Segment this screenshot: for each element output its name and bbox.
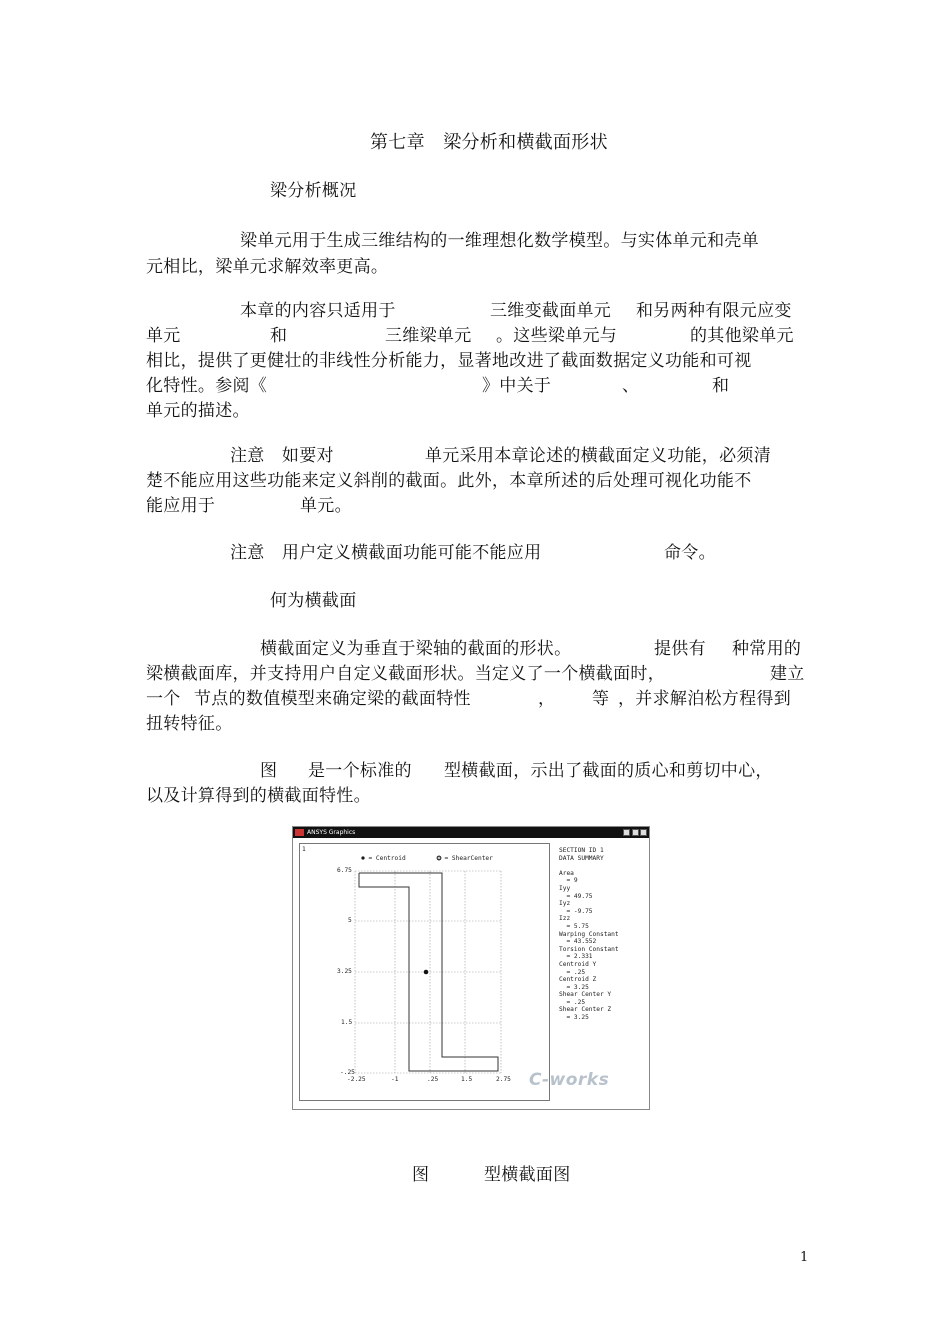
summary-line: SECTION ID 1 (559, 847, 604, 854)
paragraph-2-line-3: 相比，提供了更健壮的非线性分析能力，显著地改进了截面数据定义功能和可视 (146, 351, 752, 371)
summary-line: DATA SUMMARY (559, 854, 604, 862)
summary-line: = -9.75 (559, 907, 593, 915)
x-tick-label: -1 (391, 1076, 399, 1083)
window-title: ANSYS Graphics (307, 829, 356, 836)
summary-line: = 9 (559, 877, 578, 885)
summary-line: = 3.25 (559, 983, 589, 991)
legend-centroid: • = Centroid (361, 855, 406, 862)
paragraph-3-line-1a: 横截面定义为垂直于梁轴的截面的形状。 (260, 639, 572, 659)
figure-caption-a: 图 (412, 1165, 430, 1185)
paragraph-4-line-1c: 型横截面，示出了截面的质心和剪切中心， (444, 761, 773, 781)
paragraph-4-line-2: 以及计算得到的横截面特性。 (146, 786, 371, 806)
paragraph-3-line-3e: ，并求解泊松方程得到 (618, 689, 791, 709)
paragraph-2-line-4b: 》中关于 (482, 376, 552, 396)
note-1-line-1a: 注意 如要对 (230, 446, 334, 466)
summary-line: Area (559, 869, 574, 877)
paragraph-2-line-1c: 和另两种有限元应变 (636, 301, 792, 321)
paragraph-1-line-1: 梁单元用于生成三维结构的一维理想化数学模型。与实体单元和壳单 (240, 231, 759, 251)
paragraph-2-line-2a: 单元 (146, 326, 181, 346)
summary-line: Centroid Z (559, 976, 597, 984)
summary-line: = 49.75 (559, 892, 593, 900)
summary-line (559, 862, 619, 870)
paragraph-3-line-1c: 种常用的 (732, 639, 802, 659)
note-1-line-3a: 能应用于 (146, 496, 216, 516)
paragraph-4-line-1a: 图 (260, 761, 278, 781)
y-tick-label: 1.5 (341, 1019, 353, 1026)
y-tick-label: 5 (348, 917, 352, 924)
summary-line: = 43.552 (559, 938, 597, 946)
summary-line: Centroid Y (559, 960, 597, 968)
summary-line: Torsion Constant (559, 945, 619, 953)
paragraph-2-line-4a: 化特性。参阅《 (146, 376, 268, 396)
note-1-line-3b: 单元。 (300, 496, 352, 516)
summary-line: = .25 (559, 998, 586, 1006)
paragraph-3-line-3d: 等 (592, 689, 610, 709)
summary-line: = 3.25 (559, 1014, 589, 1022)
paragraph-2-line-1b: 三维变截面单元 (490, 301, 612, 321)
x-tick-label: 1.5 (461, 1076, 473, 1083)
summary-line: Iyy (559, 884, 571, 892)
summary-line: = .25 (559, 968, 586, 976)
summary-line: Shear Center Z (559, 1006, 612, 1014)
figure-caption-b: 型横截面图 (484, 1165, 571, 1185)
paragraph-3-line-3b: 节点的数值模型来确定梁的截面特性 (194, 689, 471, 709)
legend-shear-center: ⊙ = ShearCenter (437, 855, 493, 862)
paragraph-2-line-4d: 和 (712, 376, 730, 396)
paragraph-2-line-2c: 三维梁单元 (385, 326, 472, 346)
paragraph-2-line-2d: 。这些梁单元与 (496, 326, 618, 346)
x-tick-label: 2.75 (496, 1076, 511, 1083)
watermark-logo: C-works (529, 1070, 610, 1090)
paragraph-3-line-1b: 提供有 (654, 639, 706, 659)
page-title: 第七章 梁分析和横截面形状 (370, 132, 608, 153)
summary-line: Izz (559, 915, 571, 923)
paragraph-2-line-4c: 、 (622, 376, 640, 396)
summary-line: Warping Constant (559, 930, 619, 938)
note-1-line-2: 楚不能应用这些功能来定义斜削的截面。此外，本章所述的后处理可视化功能不 (146, 471, 752, 491)
paragraph-3-line-3c: ， (538, 689, 556, 709)
paragraph-3-line-2b: 建立 (770, 664, 805, 684)
paragraph-4-line-1b: 是一个标准的 (308, 761, 412, 781)
y-tick-label: 6.75 (337, 867, 352, 874)
summary-line: Shear Center Y (559, 991, 612, 999)
paragraph-3-line-3a: 一个 (146, 689, 181, 709)
summary-line: = 2.331 (559, 953, 593, 961)
paragraph-3-line-2a: 梁横截面库，并支持用户自定义截面形状。当定义了一个横截面时， (146, 664, 665, 684)
paragraph-2-line-5: 单元的描述。 (146, 401, 250, 421)
paragraph-2-line-2b: 和 (270, 326, 288, 346)
data-summary (559, 847, 619, 1022)
section-heading-cross-section: 何为横截面 (270, 591, 357, 611)
paragraph-3-line-4: 扭转特征。 (146, 714, 233, 734)
note-1-line-1b: 单元采用本章论述的横截面定义功能，必须清 (425, 446, 771, 466)
note-2b: 命令。 (664, 543, 716, 563)
paragraph-2-line-2e: 的其他梁单元 (690, 326, 794, 346)
x-tick-label: .25 (427, 1076, 439, 1083)
note-2a: 注意 用户定义横截面功能可能不能应用 (230, 543, 542, 563)
y-tick-label: 3.25 (337, 968, 352, 975)
plot-corner-label: 1 (302, 846, 306, 853)
page-number: 1 (800, 1250, 809, 1265)
y-tick-label: -.25 (340, 1069, 355, 1076)
summary-line: = 5.75 (559, 922, 589, 930)
ansys-graphics-figure (292, 826, 650, 1110)
summary-line: Iyz (559, 900, 571, 908)
paragraph-2-line-1a: 本章的内容只适用于 (240, 301, 396, 321)
centroid-marker (424, 970, 429, 975)
section-heading-overview: 梁分析概况 (270, 181, 357, 201)
x-tick-label: -2.25 (347, 1076, 366, 1083)
paragraph-1-line-2: 元相比，梁单元求解效率更高。 (146, 257, 389, 277)
